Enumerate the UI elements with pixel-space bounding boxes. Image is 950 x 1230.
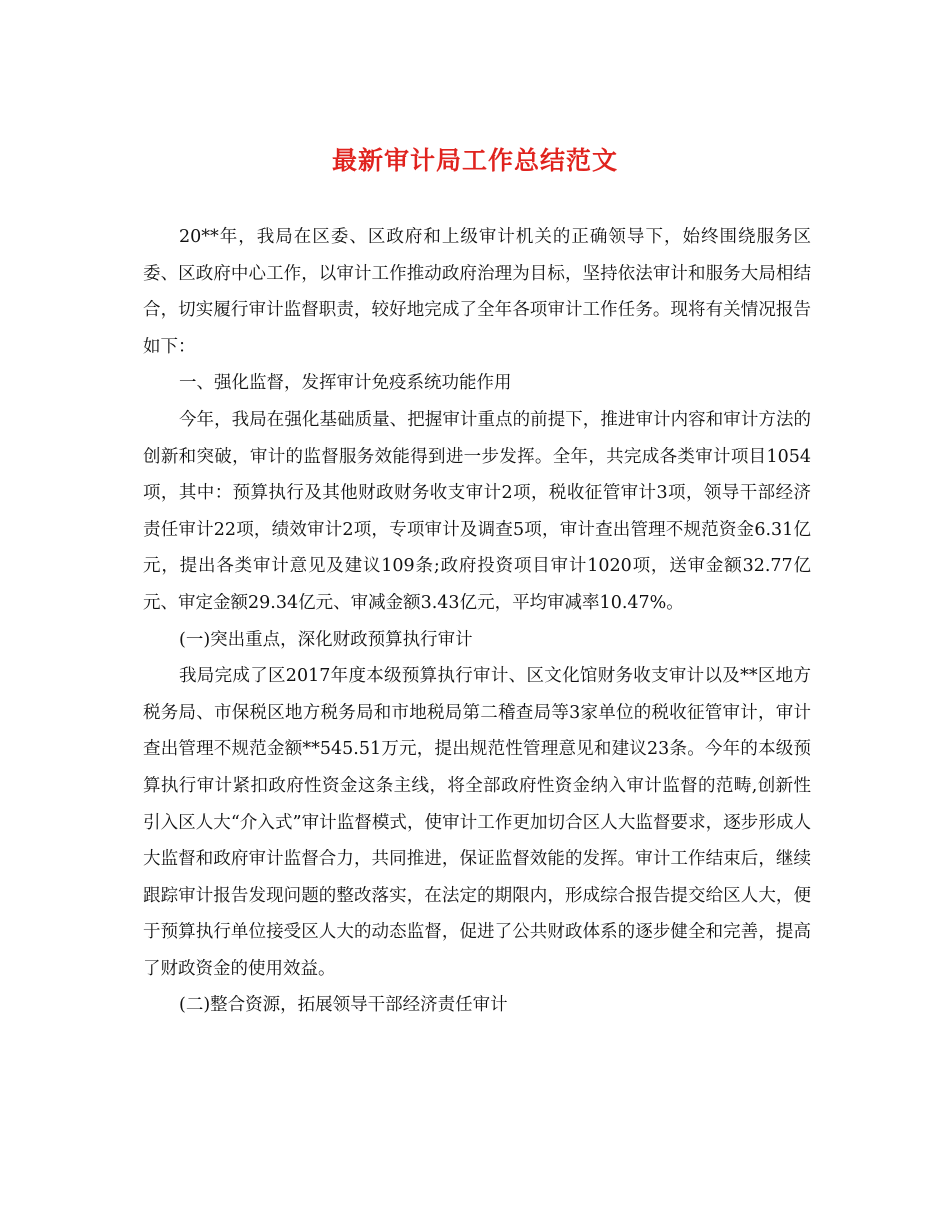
document-body [143, 219, 811, 1024]
subsection-heading-1: (一)突出重点，深化财政预算执行审计 [179, 629, 473, 650]
section-1-paragraph: 今年，我局在强化基础质量、把握审计重点的前提下，推进审计内容和审计方法的创新和突破，审计的监督服务效能得到进一步发挥。全年，共完成各类审计项目1054项，其中：预算执行及其他财政财务收支审计2项，税收征管审计3项，领导干部经济责任审计22项，绩效审计2项，专项审计及调查5项，审计查出管理不规范资金6.31亿元，提出各类审计意见及建议109条;政府投资项目审计1020项，送审金额32.77亿元、审定金额29.34亿元、审减金额3.43亿元，平均审减率10.47%。 [143, 409, 811, 613]
subsection-heading-2: (二)整合资源，拓展领导干部经济责任审计 [179, 995, 508, 1016]
document-title: 最新审计局工作总结范文 [331, 146, 618, 175]
section-heading-1: 一、强化监督，发挥审计免疫系统功能作用 [179, 373, 512, 394]
intro-paragraph: 20**年，我局在区委、区政府和上级审计机关的正确领导下，始终围绕服务区委、区政府中心工作，以审计工作推动政府治理为目标，坚持依法审计和服务大局相结合，切实履行审计监督职责，较好地完成了全年各项审计工作任务。现将有关情况报告如下： [143, 227, 811, 357]
subsection-1-paragraph: 我局完成了区2017年度本级预算执行审计、区文化馆财务收支审计以及**区地方税务局、市保税区地方税务局和市地税局第二稽查局等3家单位的税收征管审计，审计查出管理不规范金额**545.51万元，提出规范性管理意见和建议23条。今年的本级预算执行审计紧扣政府性资金这条主线，将全部政府性资金纳入审计监督的范畴,创新性引入区人大“介入式”审计监督模式，使审计工作更加切合区人大监督要求，逐步形成人大监督和政府审计监督合力，共同推进，保证监督效能的发挥。审计工作结束后，继续跟踪审计报告发现问题的整改落实，在法定的期限内，形成综合报告提交给区人大，便于预算执行单位接受区人大的动态监督，促进了公共财政体系的逐步健全和完善，提高了财政资金的使用效益。 [143, 666, 811, 979]
